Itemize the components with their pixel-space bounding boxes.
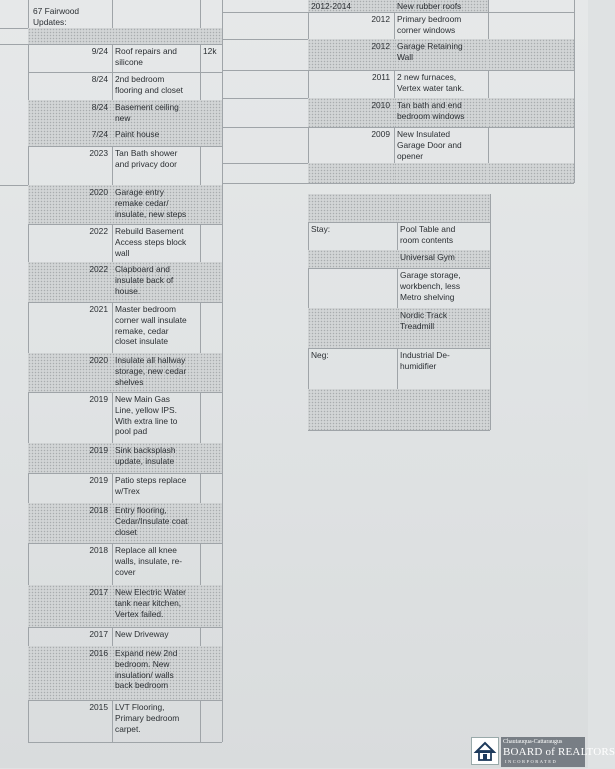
right-empty-cell [488,39,574,70]
logo-line-1: Chautauqua-Cattaraugus [503,739,563,745]
left-description-cell: 2nd bedroom flooring and closet [115,74,183,95]
left-cost-cell [200,646,222,700]
left-cost-cell [200,503,222,543]
left-year-cell: 2018 [89,545,108,555]
left-year-cell: 2021 [89,304,108,314]
left-year-cell: 9/24 [91,46,108,56]
right-empty-cell [308,163,394,183]
left-year-cell: 2019 [89,394,108,404]
left-description-cell [112,28,200,44]
board-of-realtors-logo [471,737,615,767]
left-year-cell: 2020 [28,353,112,392]
stay-label-cell [308,268,397,308]
left-year-cell: 2023 [89,148,108,158]
right-empty-cell [394,163,488,183]
left-cost-cell [200,72,222,100]
left-description-cell: Tan Bath shower and privacy door [115,148,178,169]
left-cost-cell [200,585,222,627]
left-description-cell: Roof repairs and silicone [115,46,177,67]
right-year-cell: 2012 [308,39,394,70]
stay-label-cell [308,250,397,268]
right-description-cell: New Insulated Garage Door and opener [397,129,462,161]
left-description-cell: Entry flooring, Cedar/Insulate coat closet [112,503,200,543]
left-description-cell: Clapboard and insulate back of house. [112,262,200,302]
left-description-cell: Basement ceiling new [112,100,200,127]
right-column-line [222,0,223,183]
left-year-cell: 2022 [89,226,108,236]
left-description-cell: New Main Gas Line, yellow IPS. With extra line to pool pad [115,394,178,437]
right-column-line [574,0,575,183]
stay-label-cell: Stay: [311,224,331,234]
left-cost-cell [200,443,222,473]
right-year-cell: 2012 [371,14,390,24]
stay-column-line [490,194,491,430]
left-description-cell: Sink backsplash update, insulate [112,443,200,473]
left-description-cell: Master bedroom corner wall insulate remake, cedar closet insulate [115,304,187,347]
left-year-cell: 2015 [89,702,108,712]
left-year-cell: 8/24 [91,74,108,84]
left-cost-cell [200,262,222,302]
left-cost-cell [200,473,222,503]
logo-line-2: BOARD of REALTORS [503,746,615,758]
stay-item-cell [397,389,490,430]
left-year-cell: 2019 [89,475,108,485]
right-empty-cell [488,12,574,39]
left-cost-cell [200,224,222,262]
top-right-description: New rubber roofs [397,1,462,11]
document-title: 67 Fairwood Updates: [33,6,80,27]
stay-label-cell [308,194,397,222]
left-cost-cell [200,302,222,353]
right-description-cell: Tan bath and end bedroom windows [394,98,488,127]
left-cost-cell [200,627,222,646]
left-margin-line [0,185,28,186]
left-year-cell: 2018 [28,503,112,543]
left-year-cell [28,28,112,44]
left-cost-cell [200,353,222,392]
right-description-cell: Garage Retaining Wall [394,39,488,70]
stay-item-cell: Industrial De- humidifier [400,350,450,371]
left-cost-cell [200,100,222,127]
left-year-cell: 2022 [28,262,112,302]
right-description-cell: Primary bedroom corner windows [397,14,462,35]
left-year-cell: 2019 [28,443,112,473]
right-empty-cell [488,127,574,163]
left-description-cell: New Electric Water tank near kitchen, Vertex failed. [112,585,200,627]
right-year-cell: 2011 [371,72,390,82]
left-cost-cell [200,127,222,146]
left-cost-cell [200,146,222,185]
left-cost-cell: 12k [203,46,217,56]
left-year-cell: 2017 [89,629,108,639]
right-year-cell: 2010 [308,98,394,127]
left-description-cell: New Driveway [115,629,169,639]
left-cost-cell [200,700,222,742]
right-row-line [222,183,574,184]
left-description-cell: Expand new 2nd bedroom. New insulation/ walls back bedroom [112,646,200,700]
stay-label-cell [308,308,397,348]
left-cost-cell [200,392,222,443]
stay-item-cell: Nordic Track Treadmill [397,308,490,348]
left-description-cell: Patio steps replace w/Trex [115,475,187,496]
stay-item-cell: Pool Table and room contents [400,224,456,245]
left-year-cell: 7/24 [28,127,112,146]
right-description-cell: 2 new furnaces, Vertex water tank. [397,72,465,93]
left-year-cell: 2017 [28,585,112,627]
right-year-cell: 2009 [371,129,390,139]
stay-item-cell: Universal Gym [397,250,490,268]
left-row-line [28,742,222,743]
right-empty-cell [488,98,574,127]
left-description-cell: Rebuild Basement Access steps block wall [115,226,187,258]
house-logo-icon [471,737,499,765]
top-right-year: 2012-2014 [311,1,352,11]
left-year-cell: 2020 [28,185,112,224]
left-margin-line [0,44,28,45]
stay-item-cell: Garage storage, workbench, less Metro shelving [400,270,461,302]
left-description-cell: Garage entry remake cedar/ insulate, new steps [112,185,200,224]
right-empty-cell [488,163,574,183]
left-description-cell: Paint house [112,127,200,146]
left-year-cell: 2016 [28,646,112,700]
left-cost-cell [200,185,222,224]
left-description-cell: Insulate all hallway storage, new cedar shelves [112,353,200,392]
stay-label-cell: Neg: [311,350,329,360]
stay-row-line [308,430,490,431]
left-cost-cell [200,543,222,585]
left-year-cell: 8/24 [28,100,112,127]
left-cost-cell [200,28,222,44]
logo-line-3: INCORPORATED [505,759,558,764]
left-description-cell: Replace all knee walls, insulate, re- cover [115,545,183,577]
stay-label-cell [308,389,397,430]
right-empty-cell [488,70,574,98]
left-description-cell: LVT Flooring, Primary bedroom carpet. [115,702,180,734]
stay-item-cell [397,194,490,222]
